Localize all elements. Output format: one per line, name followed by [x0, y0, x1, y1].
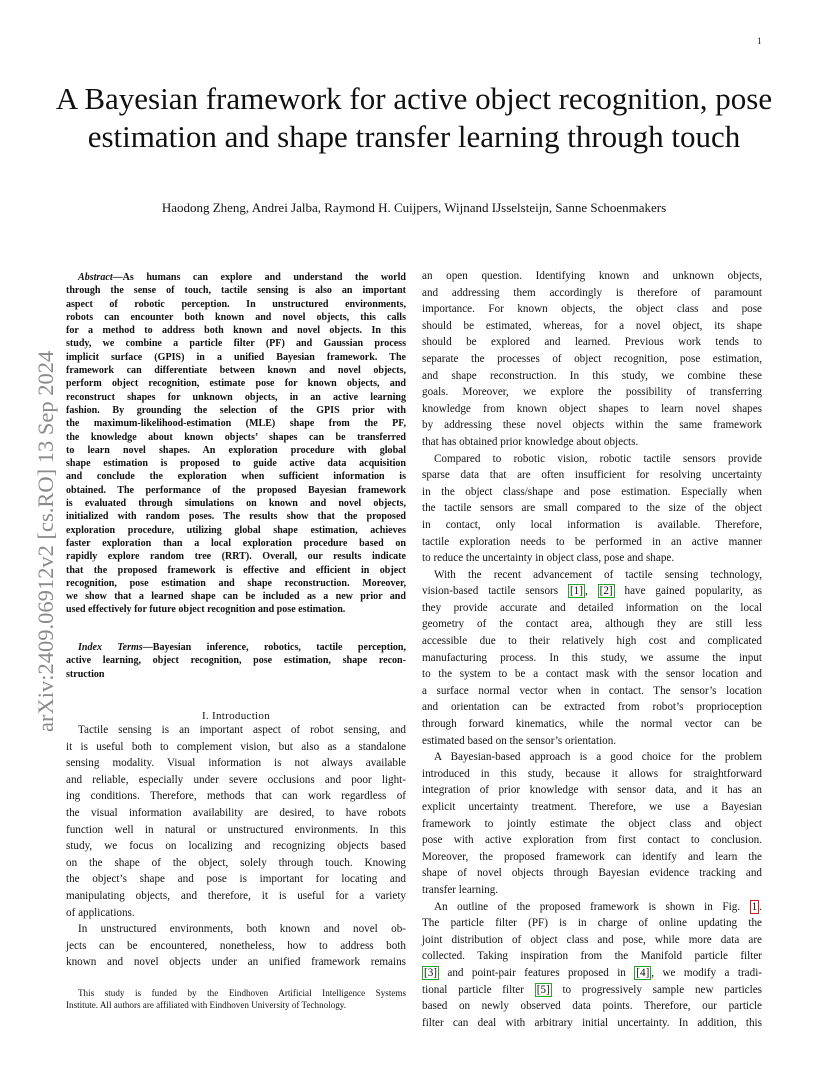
- text-line: In unstructured environments, both known and novel ob-: [78, 923, 406, 936]
- text-line: [66, 564, 406, 577]
- text-line: Tactile sensing is an important aspect of robot sensing, and: [78, 724, 406, 736]
- text-line: to reduce the uncertainty in object class, pose and shape.: [422, 552, 675, 565]
- text-line: [66, 311, 406, 324]
- text-fragment: for a method to address both known and novel objects. In this: [66, 325, 406, 337]
- text-line: of applications.: [66, 906, 135, 919]
- text-fragment: used effectively for future object recognition and pose estimation.: [66, 604, 346, 616]
- text-fragment: and point-pair features proposed in: [439, 966, 635, 979]
- text-line: [422, 948, 762, 965]
- citation-link: [5]: [536, 983, 550, 996]
- text-line: through forward kinematics, while the normal vector can be: [422, 718, 762, 731]
- text-line: knowledge from known object shapes to learn novel shapes: [422, 402, 762, 415]
- text-fragment: —As humans can explore and understand the world: [112, 272, 406, 283]
- text-fragment: robots can encounter both known and novel objects, this calls: [66, 311, 406, 323]
- text-fragment: , we modify a tradi-: [651, 966, 762, 979]
- text-line: [66, 324, 406, 337]
- text-line: should be estimated, whereas, for a novel object, its shape: [422, 319, 762, 332]
- text-line: [66, 404, 406, 417]
- text-line: function well in natural or unstructured environments. In this: [66, 823, 406, 836]
- text-fragment: reconstruct shapes for unknown objects, in an active learning: [66, 391, 406, 403]
- text-line: A Bayesian-based approach is a good choice for the problem: [434, 751, 762, 764]
- abstract-label: Abstract: [78, 272, 113, 283]
- text-line: [66, 271, 406, 284]
- text-line: This study is funded by the Eindhoven Artificial Intelligence Systems: [78, 988, 406, 998]
- text-fragment: active learning, object recognition, pose estimation, shape recon-: [66, 655, 406, 667]
- text-fragment: study, we combine a particle filter (PF) and Gaussian process: [66, 338, 406, 350]
- text-line: estimated based on the sensor’s orientation.: [422, 734, 617, 747]
- text-line: Compared to robotic vision, robotic tactile sensors provide: [434, 452, 762, 465]
- citation-link: [1]: [569, 585, 583, 598]
- text-fragment: —Bayesian inference, robotics, tactile perception,: [142, 642, 406, 653]
- text-fragment: the maximum-likelihood-estimation (MLE) shape from the PF,: [66, 418, 406, 430]
- text-line: [66, 284, 406, 297]
- paper-title: A Bayesian framework for active object recognition, pose estimation and shape transfer learning through touch: [55, 81, 773, 154]
- author-list: Haodong Zheng, Andrei Jalba, Raymond H. Cuijpers, Wijnand IJsselsteijn, Sanne Schoenmakers: [161, 200, 667, 215]
- text-line: [66, 668, 406, 681]
- text-line: [66, 417, 406, 430]
- abstract: [66, 271, 406, 617]
- text-line: [422, 998, 762, 1015]
- text-fragment: implicit surface (GPIS) in a unified Bayesian framework. The: [66, 351, 406, 363]
- text-line: and shape reconstruction. In this study, we combine these: [422, 369, 762, 382]
- text-line: [66, 364, 406, 377]
- text-fragment: based on newly observed data points. Therefore, our particle: [422, 1000, 762, 1013]
- text-line: manufacturing process. In this study, we assume the input: [422, 651, 762, 664]
- text-fragment: that the proposed framework is effective and efficient in object: [66, 564, 406, 576]
- text-fragment: to learn novel shapes. An exploration procedure with global: [66, 444, 406, 456]
- text-line: [66, 550, 406, 563]
- text-line: [66, 641, 406, 654]
- text-line: [66, 391, 406, 404]
- text-fragment: collected. Taking inspiration from the Manifold particle filter: [422, 950, 762, 963]
- text-line: the visual information availability are desired, to have robots: [66, 806, 406, 819]
- text-fragment: vision-based tactile sensors: [422, 585, 568, 598]
- text-fragment: obtained. The performance of the proposed Bayesian framework: [66, 484, 406, 496]
- text-line: [66, 497, 406, 510]
- text-line: it is useful both to complement vision, but also as a standalone: [66, 740, 406, 753]
- text-line: that has obtained prior knowledge about objects.: [422, 435, 639, 448]
- text-line: ing conditions. Therefore, methods that can work regardless of: [66, 790, 406, 803]
- text-line: [66, 431, 406, 444]
- text-line: introduced in this study, because it allows for straightforward: [422, 767, 762, 780]
- text-fragment: rapidly explore random tree (RRT). Overall, our results indicate: [66, 551, 406, 563]
- text-fragment: recognition, pose estimation and shape reconstruction. Moreover,: [66, 577, 406, 589]
- text-line: An outline of the proposed framework is shown in Fig. 1 .: [434, 900, 762, 913]
- text-line: and orientation can be extracted from robot’s proprioception: [422, 701, 762, 714]
- text-fragment: tional particle filter: [422, 983, 535, 996]
- text-line: they provide accurate and detailed information on the local: [422, 601, 762, 614]
- text-line: With the recent advancement of tactile sensing technology,: [434, 568, 762, 581]
- text-line: in the object class/shape and pose estimation. Especially when: [422, 485, 762, 498]
- text-fragment: exploration procedure, utilizing global shape estimation, achieves: [66, 524, 406, 536]
- text-line: should be explored and learned. Previous work tends to: [422, 336, 762, 349]
- text-fragment: The particle filter (PF) is in charge of online updating the: [422, 917, 762, 930]
- text-line: [422, 1015, 762, 1032]
- text-line: Institute. All authors are affiliated with Eindhoven University of Technology.: [66, 1000, 347, 1011]
- text-line: tactile exploration needs to be performed in an active manner: [422, 535, 762, 548]
- text-line: goals. Moreover, we explore the possibility of transferring: [422, 386, 762, 399]
- text-line: sensing modality. Visual information is not always available: [66, 757, 406, 770]
- text-fragment: through the sense of touch, tactile sensing is also an important: [66, 285, 406, 297]
- citation-link: [3]: [424, 966, 437, 979]
- text-fragment: have gained popularity, as: [614, 585, 763, 598]
- text-line: [66, 457, 406, 470]
- text-line: the object’s shape and pose is important for locating and: [66, 873, 406, 886]
- text-line: and addressing them accordingly is therefore of paramount: [422, 286, 762, 299]
- text-line: [66, 510, 406, 523]
- arxiv-identifier-text: arXiv:2409.06912v2 [cs.RO] 13 Sep 2024: [33, 350, 58, 732]
- text-line: [66, 470, 406, 483]
- text-line: [66, 298, 406, 311]
- text-fragment: An outline of the proposed framework is shown in Fig.: [434, 900, 750, 913]
- text-line: an open question. Identifying known and unknown objects,: [422, 270, 762, 282]
- text-fragment: initialized with random poses. The results show that the proposed: [66, 511, 406, 523]
- text-fragment: fashion. By grounding the selection of the GPIS prior with: [66, 404, 406, 416]
- text-line: [66, 577, 406, 590]
- introduction-left-column: [66, 722, 406, 971]
- text-line: manipulating objects, and therefore, it is useful for a variety: [66, 889, 406, 902]
- text-line: study, we focus on localizing and recognizing objects based: [66, 840, 406, 853]
- citation-link: [2]: [599, 585, 613, 598]
- text-line: importance. For known objects, the object class and pose: [422, 303, 762, 316]
- text-line: framework to jointly estimate the object class and object: [422, 817, 762, 830]
- text-line: geometry of the contact area, although they are still less: [422, 618, 762, 631]
- text-fragment: struction: [66, 668, 105, 680]
- text-line: [66, 444, 406, 457]
- text-line: [66, 337, 406, 350]
- funding-footnote: [66, 987, 406, 1012]
- text-line: accessible due to their relatively high cost and complicated: [422, 635, 762, 648]
- text-fragment: and conclude the exploration when sufficient information is: [66, 471, 406, 483]
- text-fragment: we show that a learned shape can be included as a new prior and: [66, 591, 406, 603]
- introduction-right-column: [422, 268, 762, 1031]
- text-fragment: aspect of robotic perception. In unstructured environments,: [66, 298, 406, 310]
- page-number: 1: [757, 36, 762, 46]
- text-line: [66, 603, 406, 616]
- text-fragment: is evaluated through simulations on known and novel objects,: [66, 498, 406, 510]
- text-line: explicit uncertainty treatment. Therefore, we use a Bayesian: [422, 801, 762, 813]
- text-fragment: shape estimation is proposed to guide active data acquisition: [66, 458, 406, 470]
- text-line: a surface normal vector when in contact. The sensor’s location: [422, 684, 762, 697]
- text-line: jects can be encountered, nonetheless, how to address both: [66, 939, 406, 952]
- text-line: known and novel objects under an unified framework remains: [66, 956, 406, 969]
- text-line: [66, 484, 406, 497]
- text-line: [66, 377, 406, 390]
- text-line: by addressing these novel objects within the same framework: [422, 419, 762, 432]
- arxiv-identifier: [33, 287, 58, 732]
- text-line: [422, 982, 762, 999]
- text-line: in contact, only local information is available. Therefore,: [422, 518, 762, 531]
- citation-link: [4]: [636, 966, 650, 979]
- text-line: on the shape of the object, solely through touch. Knowing: [66, 856, 406, 869]
- index-terms: [66, 641, 406, 681]
- text-line: to the system to be a contact mask with the sensor location and: [422, 668, 762, 681]
- index-terms-label: Index Terms: [78, 642, 143, 653]
- text-line: integration of prior knowledge with sensor data, and it has an: [422, 784, 762, 797]
- text-fragment: the knowledge about known objects’ shapes can be transferred: [66, 431, 406, 443]
- text-line: [66, 590, 406, 603]
- text-fragment: filter can deal with arbitrary initial uncertainty. In addition, this: [422, 1016, 762, 1029]
- text-line: vision-based tactile sensors [1] , [2] have gained popularity, as: [422, 585, 763, 598]
- text-fragment: framework can differentiate between known and novel objects,: [66, 365, 406, 377]
- text-line: Moreover, the proposed framework can identify and learn the: [422, 850, 762, 863]
- text-line: transfer learning.: [422, 883, 499, 896]
- text-line: the tactile sensors are small compared to the size of the object: [422, 502, 762, 515]
- text-line: [422, 965, 762, 982]
- section-heading: I. Introduction: [201, 710, 271, 722]
- text-fragment: perform object recognition, estimate pose for known objects, and: [66, 378, 406, 390]
- text-line: [66, 351, 406, 364]
- text-line: [66, 537, 406, 550]
- text-line: shape of novel objects through Bayesian evidence tracking and: [422, 867, 762, 880]
- text-line: [422, 932, 762, 949]
- text-fragment: joint distribution of object class and pose, while more data are: [422, 933, 762, 946]
- text-line: sparse data that are often insufficient for resolving uncertainty: [422, 469, 762, 482]
- text-line: [66, 654, 406, 667]
- text-line: [66, 524, 406, 537]
- text-line: pose with active exploration from first contact to conclusion.: [422, 834, 762, 847]
- text-line: [422, 915, 762, 932]
- text-line: and reliable, especially under severe occlusions and poor light-: [66, 773, 406, 786]
- text-line: separate the processes of object recognition, pose estimation,: [422, 352, 762, 365]
- figure-link: 1: [751, 900, 758, 913]
- text-fragment: to progressively sample new particles: [551, 983, 762, 996]
- text-fragment: faster exploration than a local exploration procedure based on: [66, 537, 406, 549]
